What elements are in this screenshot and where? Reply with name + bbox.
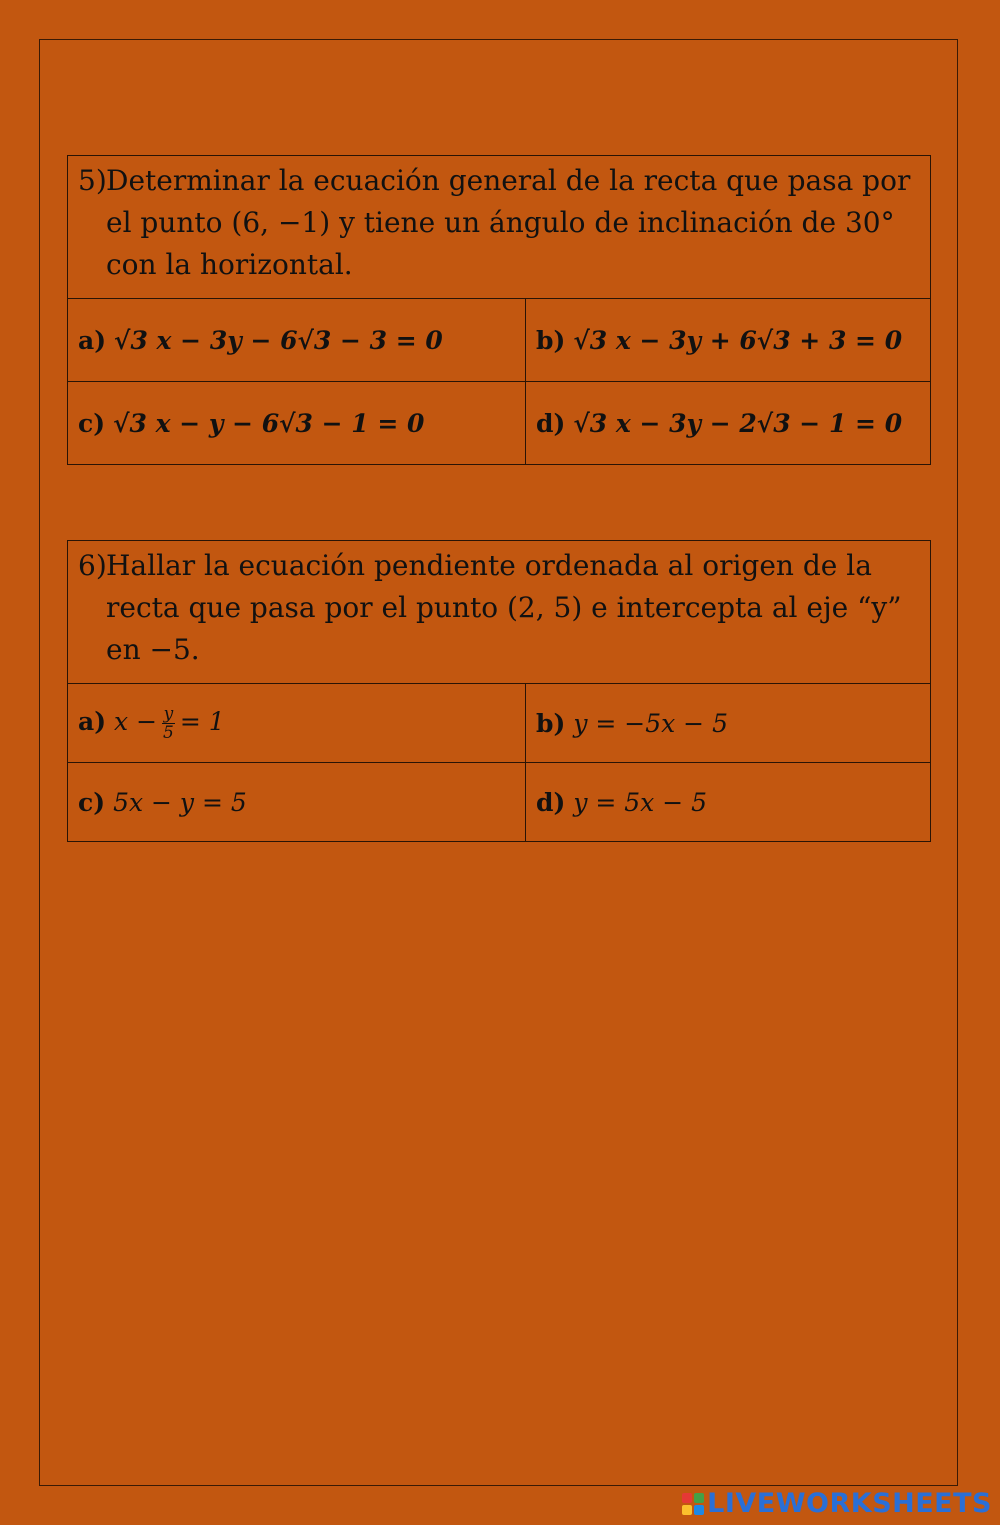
- option-value: 5x − y = 5: [113, 787, 247, 817]
- option-b[interactable]: [526, 684, 931, 763]
- option-label: d): [536, 408, 566, 438]
- watermark-text: LIVEWORKSHEETS: [707, 1488, 992, 1519]
- liveworksheets-logo-icon: [682, 1493, 704, 1515]
- option-value: √3 x − 3y − 2√3 − 1 = 0: [573, 408, 903, 438]
- option-a[interactable]: [68, 299, 526, 382]
- watermark: [682, 1488, 992, 1519]
- question-stem: [68, 156, 931, 299]
- option-label: c): [78, 787, 106, 817]
- logo-square: [682, 1505, 692, 1515]
- option-value: √3 x − y − 6√3 − 1 = 0: [113, 408, 425, 438]
- option-value-suffix: = 1: [179, 706, 225, 736]
- question-stem: [68, 541, 931, 684]
- option-value: √3 x − 3y + 6√3 + 3 = 0: [573, 325, 903, 355]
- option-label: a): [78, 325, 107, 355]
- question-6: [67, 540, 931, 842]
- option-label: d): [536, 787, 566, 817]
- option-value: y = 5x − 5: [573, 787, 708, 817]
- question-text: Hallar la ecuación pendiente ordenada al origen de la recta que pasa por el punto (2, 5) e intercepta al eje “y” en −5.: [106, 549, 902, 666]
- option-b[interactable]: [526, 299, 931, 382]
- question-number: 6): [78, 549, 107, 582]
- option-d[interactable]: [526, 763, 931, 842]
- option-d[interactable]: [526, 382, 931, 465]
- option-value: y = −5x − 5: [573, 708, 728, 738]
- option-c[interactable]: [68, 763, 526, 842]
- fraction-denominator: 5: [163, 722, 174, 743]
- question-number: 5): [78, 164, 107, 197]
- logo-square: [694, 1505, 704, 1515]
- option-value: √3 x − 3y − 6√3 − 3 = 0: [114, 325, 443, 355]
- question-text: Determinar la ecuación general de la recta que pasa por el punto (6, −1) y tiene un ángulo de inclinación de 30° con la horizontal.: [106, 164, 911, 281]
- option-value-prefix: x −: [114, 706, 158, 736]
- option-a[interactable]: [68, 684, 526, 763]
- option-label: b): [536, 708, 566, 738]
- logo-square: [682, 1493, 692, 1503]
- option-c[interactable]: [68, 382, 526, 465]
- fraction: [161, 705, 176, 742]
- option-label: a): [78, 706, 107, 736]
- option-label: b): [536, 325, 566, 355]
- fraction-numerator: y: [163, 703, 174, 724]
- question-5: [67, 155, 931, 465]
- logo-square: [694, 1493, 704, 1503]
- option-label: c): [78, 408, 106, 438]
